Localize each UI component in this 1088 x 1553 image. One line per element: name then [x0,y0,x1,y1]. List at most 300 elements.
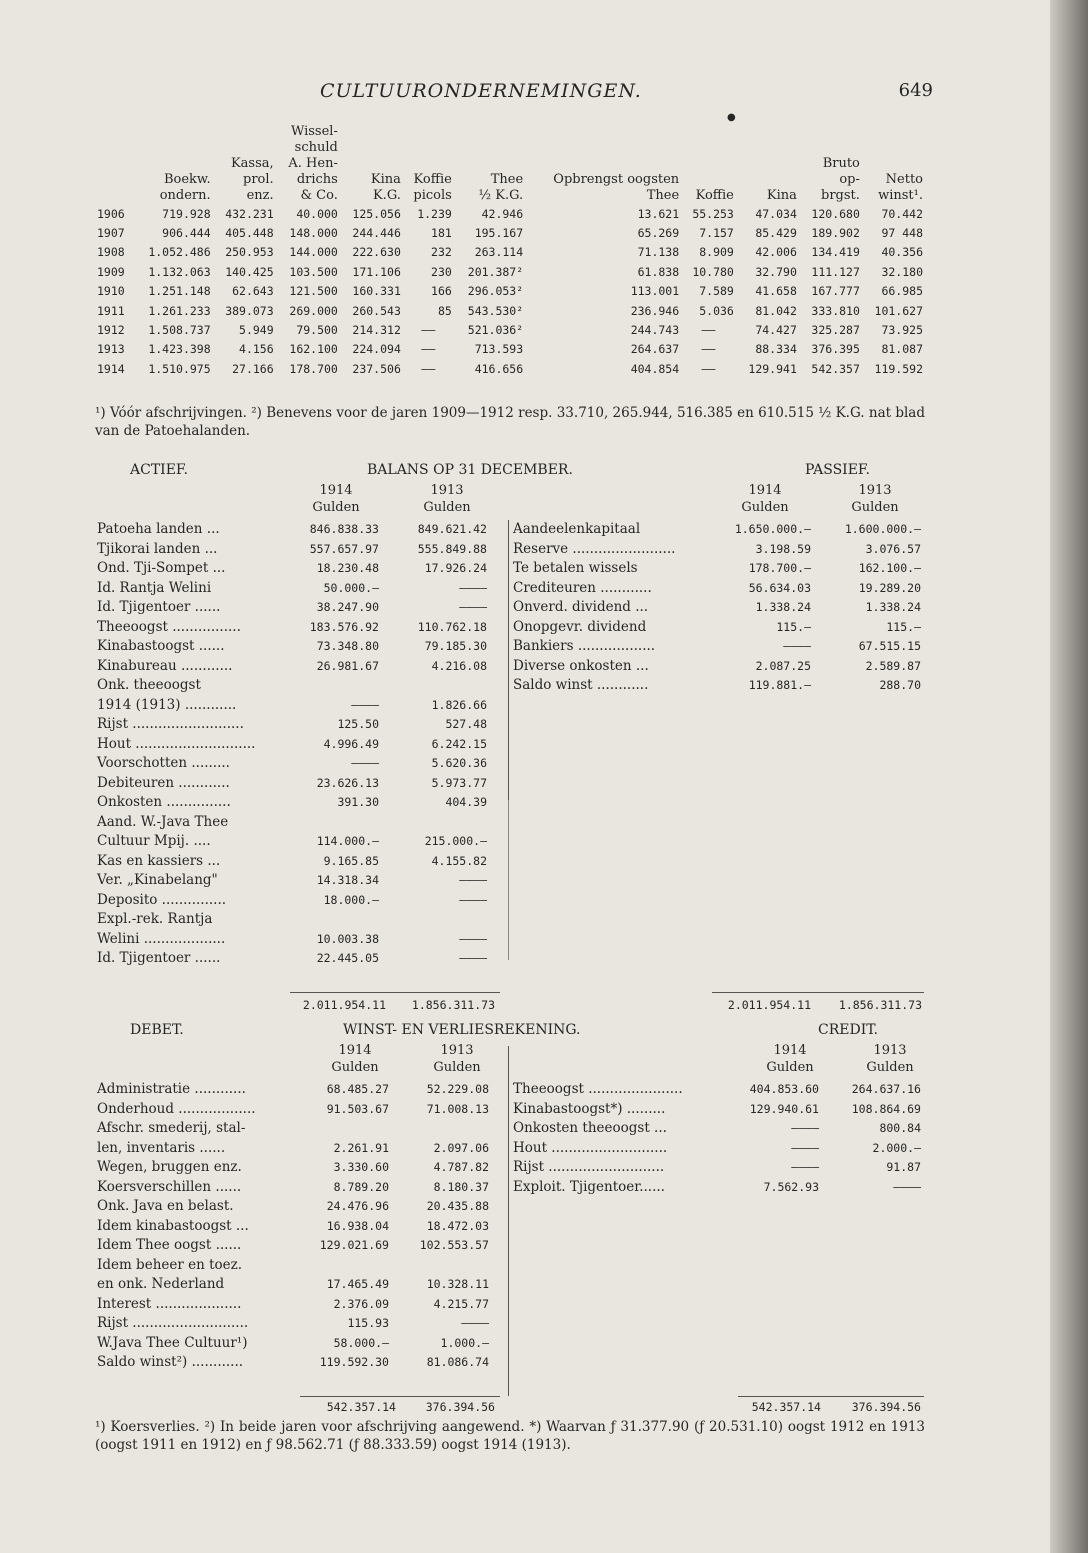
history-cell: 201.387² [467,264,524,279]
ledger-row [97,852,499,872]
ledger-label: W.Java Thee Cultuur¹) [97,1334,248,1351]
history-cell: 160.331 [352,284,401,299]
ledger-label: Wegen, bruggen enz. [97,1159,242,1175]
history-cell: 405.448 [225,226,274,241]
history-cell: 7.589 [699,284,734,299]
history-body [95,204,925,379]
value-1913: 19.289.20 [858,580,921,595]
ledger-row [97,1139,499,1159]
history-cell: 42.946 [481,206,524,221]
balans-rule-right [712,992,924,993]
history-cell: 232 [431,245,452,260]
ledger-row [97,637,499,657]
ledger-label: Id. Tjigentoer ...... [97,950,221,966]
history-cell: 325.287 [811,323,860,338]
unit-label: Gulden [851,500,899,515]
value-1913: 18.472.03 [426,1218,489,1233]
value-1914: 7.562.93 [763,1179,819,1194]
history-cell: 119.592 [874,361,923,376]
value-1913: ———— [459,873,487,887]
unit-label: Gulden [866,1060,914,1075]
ledger-row [97,1197,499,1217]
value-1913: ———— [459,931,487,946]
value-1914: 68.485.27 [326,1082,389,1096]
ledger-label: Theeoogst ................ [97,618,241,635]
ledger-row [513,598,923,618]
unit-label: Gulden [433,1060,481,1075]
winst-rule-right [738,1396,924,1397]
value-1914: ———— [791,1160,819,1174]
ledger-row [97,1295,499,1315]
history-cell: —— [421,342,436,357]
balans-title: BALANS OP 31 DECEMBER. [367,462,573,478]
history-cell: 906.444 [162,226,211,241]
history-cell: 32.180 [881,264,923,279]
ledger-label: Koersverschillen ...... [97,1178,242,1195]
value-1914: 91.503.67 [326,1101,389,1116]
ledger-row [513,1158,923,1178]
value-1914: 18.230.48 [316,561,379,575]
history-cell: 81.042 [755,303,797,318]
value-1913: 3.076.57 [865,541,921,556]
year-label: 1914 [748,483,782,498]
value-1913: 71.008.13 [426,1101,489,1116]
winst-divider [508,1046,509,1396]
history-cell: 264.637 [630,342,680,357]
value-1914: 404.853.60 [749,1082,819,1096]
value-1913: 81.086.74 [426,1355,489,1369]
value-1913: 404.39 [445,795,487,809]
ledger-label: Saldo winst ............ [513,677,649,693]
ledger-row [513,1178,923,1198]
history-cell: 125.056 [352,206,401,221]
history-cell: 85.429 [755,226,797,241]
ledger-row [97,1334,499,1354]
history-cell: 79.500 [296,323,338,338]
value-1913: 110.762.18 [417,619,487,634]
history-cell: 244.743 [630,323,680,338]
history-cell: 1.251.148 [148,284,211,299]
value-1913: 162.100.— [858,561,921,575]
value-1914: 115.— [776,619,811,634]
ledger-label: Patoeha landen ... [97,521,220,537]
ledger-row [97,891,499,911]
history-cell: 121.500 [289,284,338,299]
debet-list [97,1080,499,1373]
history-row [95,243,925,262]
value-1913: 8.180.37 [433,1179,489,1194]
year-label: 1914 [338,1043,372,1058]
ledger-row [97,676,499,696]
ledger-row [97,618,499,638]
value-1914: 56.634.03 [748,580,811,595]
ledger-label: Kas en kassiers ... [97,852,221,869]
passief-label: PASSIEF. [805,462,870,478]
history-cell: 111.127 [811,264,860,279]
history-cell: 120.680 [811,206,860,221]
year-label: 1913 [873,1043,907,1058]
winst-heading [95,1022,925,1042]
value-1914: ———— [351,756,379,770]
actief-label: ACTIEF. [130,462,188,478]
history-cell: 5.036 [699,303,734,318]
value-1913: 17.926.24 [424,561,487,575]
balans-total-actief-1914: 2.011.954.11 [302,998,386,1012]
value-1914: 17.465.49 [326,1277,389,1291]
history-cell: 171.106 [352,264,401,279]
history-cell: 88.334 [755,342,797,357]
value-1914: 18.000.— [323,892,379,907]
balans-actief-col1913 [402,482,492,516]
winst-total-credit-1913: 376.394.56 [851,1400,921,1414]
value-1914: 10.003.38 [316,931,379,946]
value-1913: 4.216.08 [431,658,487,673]
ledger-row [513,1139,923,1159]
history-cell: 296.053² [467,284,524,299]
value-1913: 5.620.36 [431,756,487,770]
history-cell: —— [701,361,716,376]
history-cell: 333.810 [811,303,860,318]
ledger-label: Theeoogst ...................... [513,1081,683,1097]
history-cell: 62.643 [232,284,274,299]
unit-label: Gulden [312,500,360,515]
winst-total-debet-1914: 542.357.14 [326,1400,396,1414]
ledger-label: Onverd. dividend ... [513,599,649,615]
ledger-row [97,579,499,599]
value-1913: 2.000.— [872,1140,921,1155]
value-1913: ———— [459,580,487,595]
ledger-row [97,1100,499,1120]
history-cell: —— [701,342,716,357]
ledger-row [97,1236,499,1256]
history-cell: 1.132.063 [148,264,211,279]
ledger-row [97,1119,499,1139]
ledger-label: Hout ............................ [97,735,256,752]
year-label: 1914 [319,483,353,498]
history-row [95,340,925,359]
history-table [95,124,925,379]
value-1914: 16.938.04 [326,1218,389,1233]
page-number: 649 [898,80,933,101]
ledger-label: Administratie ............ [97,1081,246,1097]
history-year-cell: 1913 [97,342,125,357]
history-cell: 81.087 [881,342,923,357]
history-year-cell: 1914 [97,361,125,376]
value-1913: 1.000.— [440,1335,489,1350]
ledger-label: Reserve ........................ [513,540,676,557]
history-cell: 113.001 [630,284,680,299]
value-1914: 23.626.13 [316,775,379,790]
history-cell: 134.419 [811,245,860,260]
history-row [95,301,925,320]
value-1913: 288.70 [879,678,921,692]
history-cell: 73.925 [881,323,923,338]
ledger-row [97,657,499,677]
winst-total-credit-1914: 542.357.14 [751,1400,821,1414]
ledger-row [513,657,923,677]
history-cell: 260.543 [352,303,401,318]
value-1913: 91.87 [886,1160,921,1174]
history-cell: 32.790 [755,264,797,279]
history-cell: 140.425 [225,264,274,279]
value-1914: 2.261.91 [333,1140,389,1155]
ledger-label: Bankiers .................. [513,638,656,654]
history-row [95,204,925,223]
history-cell: 13.621 [637,206,680,221]
value-1913: ———— [461,1316,489,1330]
value-1913: 4.215.77 [433,1296,489,1311]
history-year-cell: 1907 [97,226,125,241]
value-1913: 215.000.— [424,834,487,848]
ledger-row [97,832,499,852]
value-1914: 119.881.— [748,678,811,692]
history-cell: 1.261.233 [148,303,211,318]
history-cell: 40.356 [881,245,923,260]
ledger-label: Welini ................... [97,930,226,947]
ledger-label: Cultuur Mpij. .... [97,833,211,849]
history-cell: 61.838 [637,264,680,279]
value-1913: 527.48 [445,717,487,731]
history-row [95,320,925,339]
value-1914: 14.318.34 [316,873,379,887]
actief-list [97,520,499,969]
ledger-row [97,1217,499,1237]
history-cell: 8.909 [699,245,734,260]
history-cell: 148.000 [289,226,338,241]
value-1914: 391.30 [337,795,379,809]
value-1914: 22.445.05 [316,951,379,965]
history-cell: 416.656 [474,361,524,376]
value-1913: 264.637.16 [851,1082,921,1096]
value-1913: 4.155.82 [431,853,487,868]
history-cell: 55.253 [692,206,734,221]
history-cell: 1.052.486 [148,245,211,260]
ledger-label: Onopgevr. dividend [513,618,647,635]
ledger-row [97,1178,499,1198]
balans-heading [95,462,925,482]
ledger-row [513,1100,923,1120]
footnote-winst: ¹) Koersverlies. ²) In beide jaren voor afschrijving aangewend. *) Waarvan ƒ 31.377.90 (ƒ 20.531.10) oogst 1912 en 1913 (oogst 1911 en 1912) en ƒ 98.562.71 (ƒ 88.333.59) oogst 1914 (1913). [95,1419,925,1453]
history-year-cell: 1909 [97,264,125,279]
ledger-row [97,930,499,950]
history-row [95,223,925,242]
history-cell: 71.138 [637,245,680,260]
history-col-header: Bruto op- brgst. [821,156,860,203]
ledger-label: Ond. Tji-Sompet ... [97,560,226,576]
history-cell: 178.700 [289,361,338,376]
value-1913: 10.328.11 [426,1277,489,1291]
value-1914: 846.838.33 [309,522,379,536]
history-col-header: Boekw. ondern. [159,172,211,203]
ledger-row [97,813,499,833]
history-col-header: Koffie [695,188,734,203]
ledger-label: Idem Thee oogst ...... [97,1237,242,1253]
ledger-row [97,1256,499,1276]
history-cell: 66.985 [881,284,923,299]
history-cell: 542.357 [811,361,860,376]
ledger-row [513,1119,923,1139]
ledger-label: Ver. „Kinabelang" [97,872,218,888]
value-1913: 1.600.000.— [844,522,921,536]
history-cell: 97 448 [881,226,923,241]
unit-label: Gulden [766,1060,814,1075]
balans-actief-col1914 [291,482,381,516]
balans-total-actief-1913: 1.856.311.73 [411,998,495,1012]
ledger-label: Kinabureau ............ [97,657,233,674]
history-cell: 222.630 [352,245,401,260]
history-cell: 214.312 [352,323,401,338]
history-cell: 40.000 [296,206,338,221]
history-cell: 236.946 [630,303,680,318]
history-cell: 70.442 [881,206,923,221]
winst-title: WINST- EN VERLIESREKENING. [343,1022,581,1038]
ledger-label: Diverse onkosten ... [513,657,649,674]
bullet-mark: ● [727,112,736,123]
value-1914: 2.376.09 [333,1296,389,1311]
ledger-label: Voorschotten ......... [97,755,230,771]
value-1914: ———— [791,1140,819,1155]
history-cell: 4.156 [239,342,274,357]
history-cell: 1.423.398 [148,342,211,357]
credit-list [513,1080,923,1197]
value-1913: ———— [459,951,487,965]
ledger-label: Onk. Java en belast. [97,1198,234,1214]
ledger-row [513,676,923,696]
history-cell: 5.949 [239,323,274,338]
ledger-label: Hout ........................... [513,1139,668,1156]
ledger-row [97,1158,499,1178]
history-cell: 144.000 [289,245,338,260]
running-title: CULTUURONDERNEMINGEN. [320,80,642,102]
value-1914: ———— [791,1121,819,1135]
history-cell: 389.073 [225,303,274,318]
ledger-label: Rijst ........................... [97,1315,249,1331]
year-label: 1913 [440,1043,474,1058]
history-cell: 85 [437,303,452,318]
value-1914: 129.940.61 [749,1101,819,1116]
history-cell: 101.627 [874,303,923,318]
value-1913: ———— [893,1179,921,1194]
value-1914: 115.93 [347,1316,389,1330]
value-1913: 79.185.30 [424,639,487,653]
value-1914: 58.000.— [333,1335,389,1350]
year-label: 1913 [430,483,464,498]
history-cell: 713.593 [474,342,524,357]
history-cell: 65.269 [637,226,680,241]
ledger-label: Afschr. smederij, stal- [97,1120,246,1136]
history-cell: 230 [431,264,452,279]
history-cell: 162.100 [289,342,338,357]
history-year-cell: 1912 [97,323,125,338]
credit-label: CREDIT. [818,1022,878,1038]
passief-list [513,520,923,696]
value-1914: 557.657.97 [309,541,379,556]
history-cell: 195.167 [474,226,524,241]
value-1913: 849.621.42 [417,522,487,536]
ledger-row [97,774,499,794]
value-1914: 119.592.30 [319,1355,389,1369]
history-cell: 42.006 [755,245,797,260]
history-cell: —— [421,323,436,338]
ledger-label: Exploit. Tjigentoer...... [513,1178,665,1195]
history-cell: 244.446 [352,226,401,241]
ledger-row [513,618,923,638]
value-1914: 1.338.24 [755,600,811,614]
ledger-label: Saldo winst²) ............ [97,1354,244,1370]
history-col-header: Wissel- schuld A. Hen- drichs & Co. [288,124,338,203]
winst-total-debet-1913: 376.394.56 [425,1400,495,1414]
history-col-header: Netto winst¹. [878,172,923,203]
history-cell: 521.036² [467,323,524,338]
unit-label: Gulden [741,500,789,515]
history-col-header [95,124,133,204]
value-1914: 50.000.— [323,580,379,595]
value-1914: 3.198.59 [755,541,811,556]
history-header-row [95,124,925,204]
ledger-label: Kinabastoogst ...... [97,638,225,654]
running-header [0,80,1050,106]
ledger-label: Onkosten ............... [97,794,231,810]
history-cell: 1.510.975 [148,361,211,376]
ledger-row [513,1080,923,1100]
history-cell: —— [421,361,436,376]
history-cell: 10.780 [692,264,734,279]
value-1914: 1.650.000.— [734,522,811,536]
ledger-row [513,520,923,540]
value-1914: 129.021.69 [319,1238,389,1252]
value-1914: 73.348.80 [316,639,379,653]
balans-total-passief-1913: 1.856.311.73 [838,998,922,1012]
ledger-row [97,735,499,755]
ledger-row [97,1353,499,1373]
ledger-label: Rijst ........................... [513,1159,665,1175]
winst-credit-col1914 [745,1042,835,1076]
value-1914: 3.330.60 [333,1160,389,1174]
winst-debet-col1914 [310,1042,400,1076]
ledger-label: Onkosten theeoogst ... [513,1120,667,1136]
balans-rule-left [290,992,500,993]
value-1913: 67.515.15 [858,639,921,653]
value-1914: 183.576.92 [309,619,379,634]
value-1914: 125.50 [337,717,379,731]
ledger-label: Interest .................... [97,1295,242,1312]
value-1914: 9.165.85 [323,853,379,868]
debet-label: DEBET. [130,1022,184,1038]
balans-total-passief-1914: 2.011.954.11 [727,998,811,1012]
value-1914: 178.700.— [748,561,811,575]
ledger-row [513,579,923,599]
history-cell: 129.941 [748,361,797,376]
history-cell: 41.658 [755,284,797,299]
ledger-label: Onderhoud .................. [97,1100,256,1117]
ledger-row [513,540,923,560]
ledger-row [513,559,923,579]
history-cell: 263.114 [474,245,524,260]
value-1914: 24.476.96 [326,1199,389,1213]
winst-debet-col1913 [412,1042,502,1076]
ledger-row [97,910,499,930]
history-cell: 74.427 [755,323,797,338]
year-label: 1914 [773,1043,807,1058]
value-1913: 20.435.88 [426,1199,489,1213]
history-cell: 269.000 [289,303,338,318]
history-cell: 166 [431,284,452,299]
balans-divider [508,520,509,800]
ledger-row [97,793,499,813]
ledger-row [97,696,499,716]
ledger-row [97,540,499,560]
value-1913: 6.242.15 [431,736,487,751]
